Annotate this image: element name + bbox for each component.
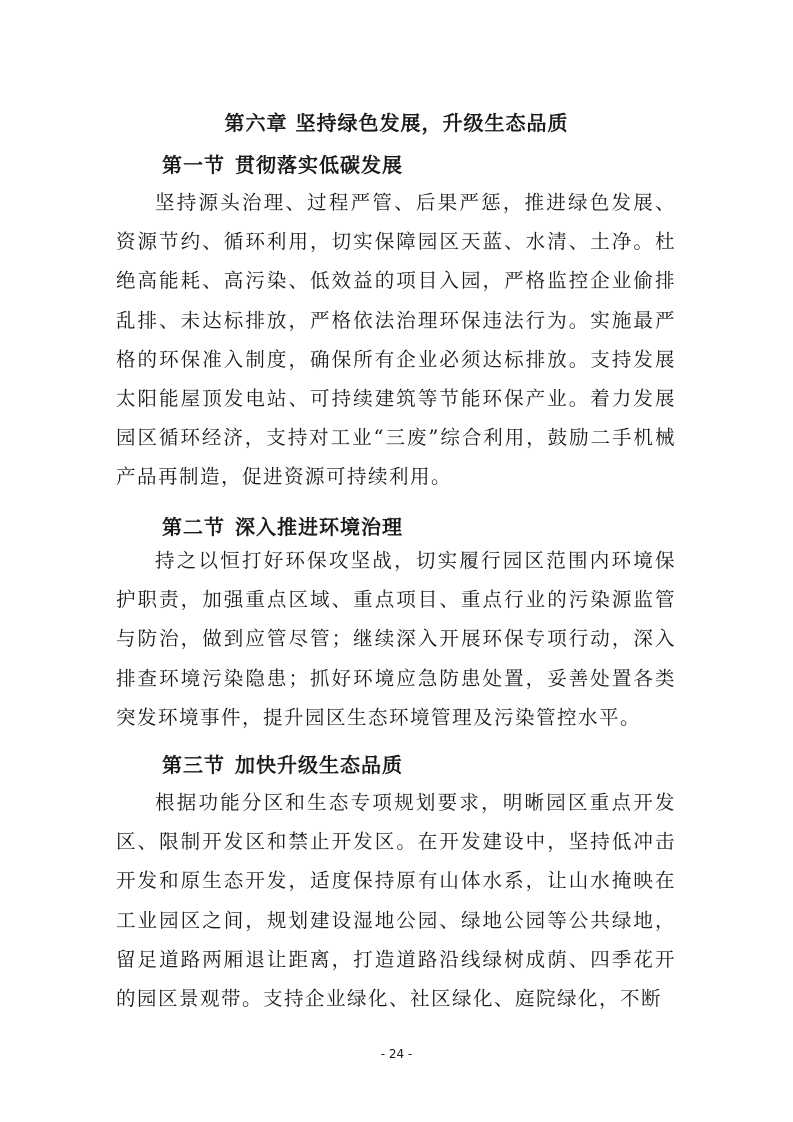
section-number: 第三节 <box>162 753 225 777</box>
section-title-text: 加快升级生态品质 <box>235 753 403 777</box>
section-title-text: 贯彻落实低碳发展 <box>235 153 403 177</box>
section-title-text: 深入推进环境治理 <box>235 515 403 539</box>
section-3-paragraph: 根据功能分区和生态专项规划要求，明晰园区重点开发区、限制开发区和禁止开发区。在开发建设中，坚持低冲击开发和原生态开发，适度保持原有山体水系，让山水掩映在工业园区之间，规划建设湿地公园、绿地公园等公共绿地，留足道路两厢退让距离，打造道路沿线绿树成荫、四季花开的园区景观带。支持企业绿化、社区绿化、庭院绿化，不断 <box>116 791 676 1011</box>
section-number: 第一节 <box>162 153 225 177</box>
section-heading-3 <box>162 749 403 778</box>
section-2-paragraph: 持之以恒打好环保攻坚战，切实履行园区范围内环境保护职责，加强重点区域、重点项目、重点行业的污染源监管与防治，做到应管尽管；继续深入开展环保专项行动，深入排查环境污染隐患；抓好环境应急防患处置，妥善处置各类突发环境事件，提升园区生态环境管理及污染管控水平。 <box>116 549 676 729</box>
chapter-title: 第六章 坚持绿色发展，升级生态品质 <box>224 111 569 135</box>
section-number: 第二节 <box>162 515 225 539</box>
section-1-paragraph: 坚持源头治理、过程严管、后果严惩，推进绿色发展、资源节约、循环利用，切实保障园区天蓝、水清、土净。杜绝高能耗、高污染、低效益的项目入园，严格监控企业偷排乱排、未达标排放，严格依法治理环保违法行为。实施最严格的环保准入制度，确保所有企业必须达标排放。支持发展太阳能屋顶发电站、可持续建筑等节能环保产业。着力发展园区循环经济，支持对工业“三废”综合利用，鼓励二手机械产品再制造，促进资源可持续利用。 <box>116 191 676 489</box>
section-heading-1 <box>162 149 403 178</box>
section-heading-2 <box>162 511 403 540</box>
page-number: - 24 - <box>380 1047 413 1061</box>
